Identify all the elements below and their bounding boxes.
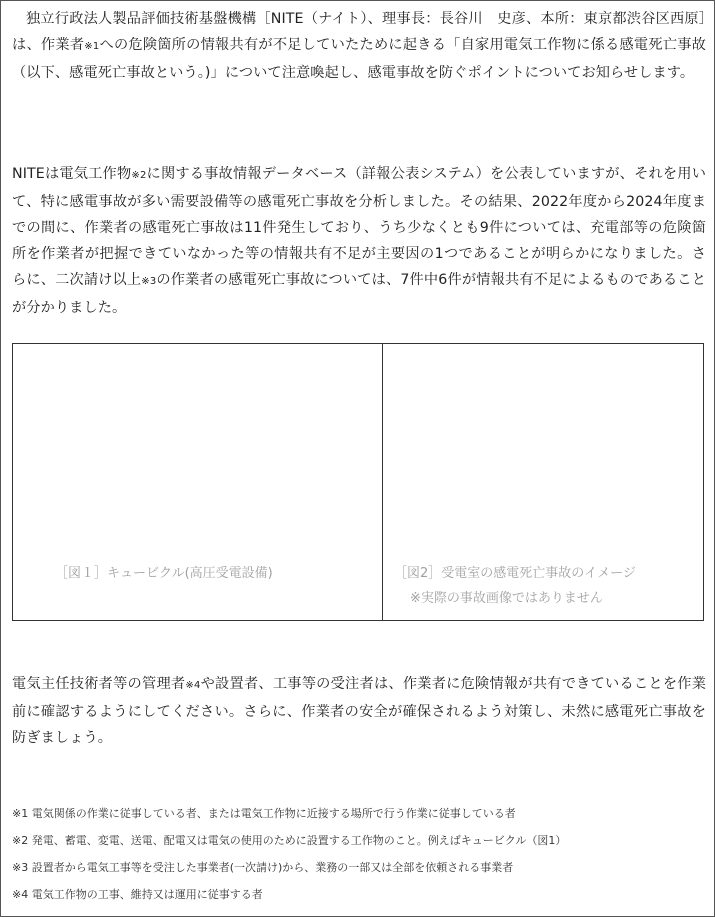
- analysis-text-b: に関する事故情報データベース（詳報公表システム）を公表していますが、それを用いて、特に感電事故が多い需要設備等の感電死亡事故を分析しました。その結果、2022年度から2024年度までの間に、作業者の感電死亡事故は11件発生しており、うち少なくとも9件については、充電部等の危険箇所を作業者が把握できていなかった等の情報共有不足が主要因の1つであることが明らかになりました。さらに、二次請け以上: [12, 166, 706, 288]
- analysis-text-c: の作業者の感電死亡事故については、7件中6件が情報共有不足によるものであることが分かりました。: [12, 272, 706, 316]
- intro-text-b: への危険箇所の情報共有が不足していたために起きる「自家用電気工作物に係る感電死亡事故（以下、感電死亡事故という。)」について注意喚起し、感電事故を防ぐポイントについてお知らせします。: [12, 37, 706, 81]
- footnote-mark-3: ※3: [141, 276, 157, 287]
- footnote-mark-1: ※1: [84, 41, 100, 52]
- footnote-1: ※1 電気関係の作業に従事している者、または電気工作物に近接する場所で行う作業に従事している者: [12, 807, 516, 820]
- footnotes-list: [12, 801, 706, 909]
- analysis-text-a: NITEは電気工作物: [12, 166, 132, 182]
- analysis-paragraph: [12, 161, 706, 321]
- footnote-mark-4: ※4: [185, 680, 201, 691]
- figure-1-cell: [13, 344, 383, 620]
- figure-table: [12, 343, 704, 621]
- figure-2-cell: [383, 344, 703, 620]
- recommendation-paragraph: [12, 671, 706, 751]
- intro-text-a: 独立行政法人製品評価技術基盤機構［NITE（ナイト）、理事長：長谷川 史彦、本所：東京都渋谷区西原］は、作業者: [12, 11, 706, 53]
- recommendation-text-a: 電気主任技術者等の管理者: [12, 676, 186, 692]
- footnote-4: ※4 電気工作物の工事、維持又は運用に従事する者: [12, 888, 263, 901]
- figure-1-caption: ［図１］キュービクル(高圧受電設備): [55, 566, 273, 581]
- figure-2-note: ※実際の事故画像ではありません: [410, 591, 603, 606]
- footnote-mark-2: ※2: [131, 170, 147, 181]
- recommendation-text-b: や設置者、工事等の受注者は、作業者に危険情報が共有できていることを作業前に確認するようにしてください。さらに、作業者の安全が確保されるよう対策し、未然に感電死亡事故を防ぎましょう。: [12, 676, 706, 746]
- footnote-3: ※3 設置者から電気工事等を受注した事業者(一次請け)から、業務の一部又は全部を依頼される事業者: [12, 861, 514, 874]
- intro-paragraph: [12, 6, 706, 86]
- figure-2-caption: ［図2］受電室の感電死亡事故のイメージ: [394, 566, 636, 581]
- footnote-2: ※2 発電、蓄電、変電、送電、配電又は電気の使用のために設置する工作物のこと。例えばキュービクル（図1）: [12, 834, 567, 847]
